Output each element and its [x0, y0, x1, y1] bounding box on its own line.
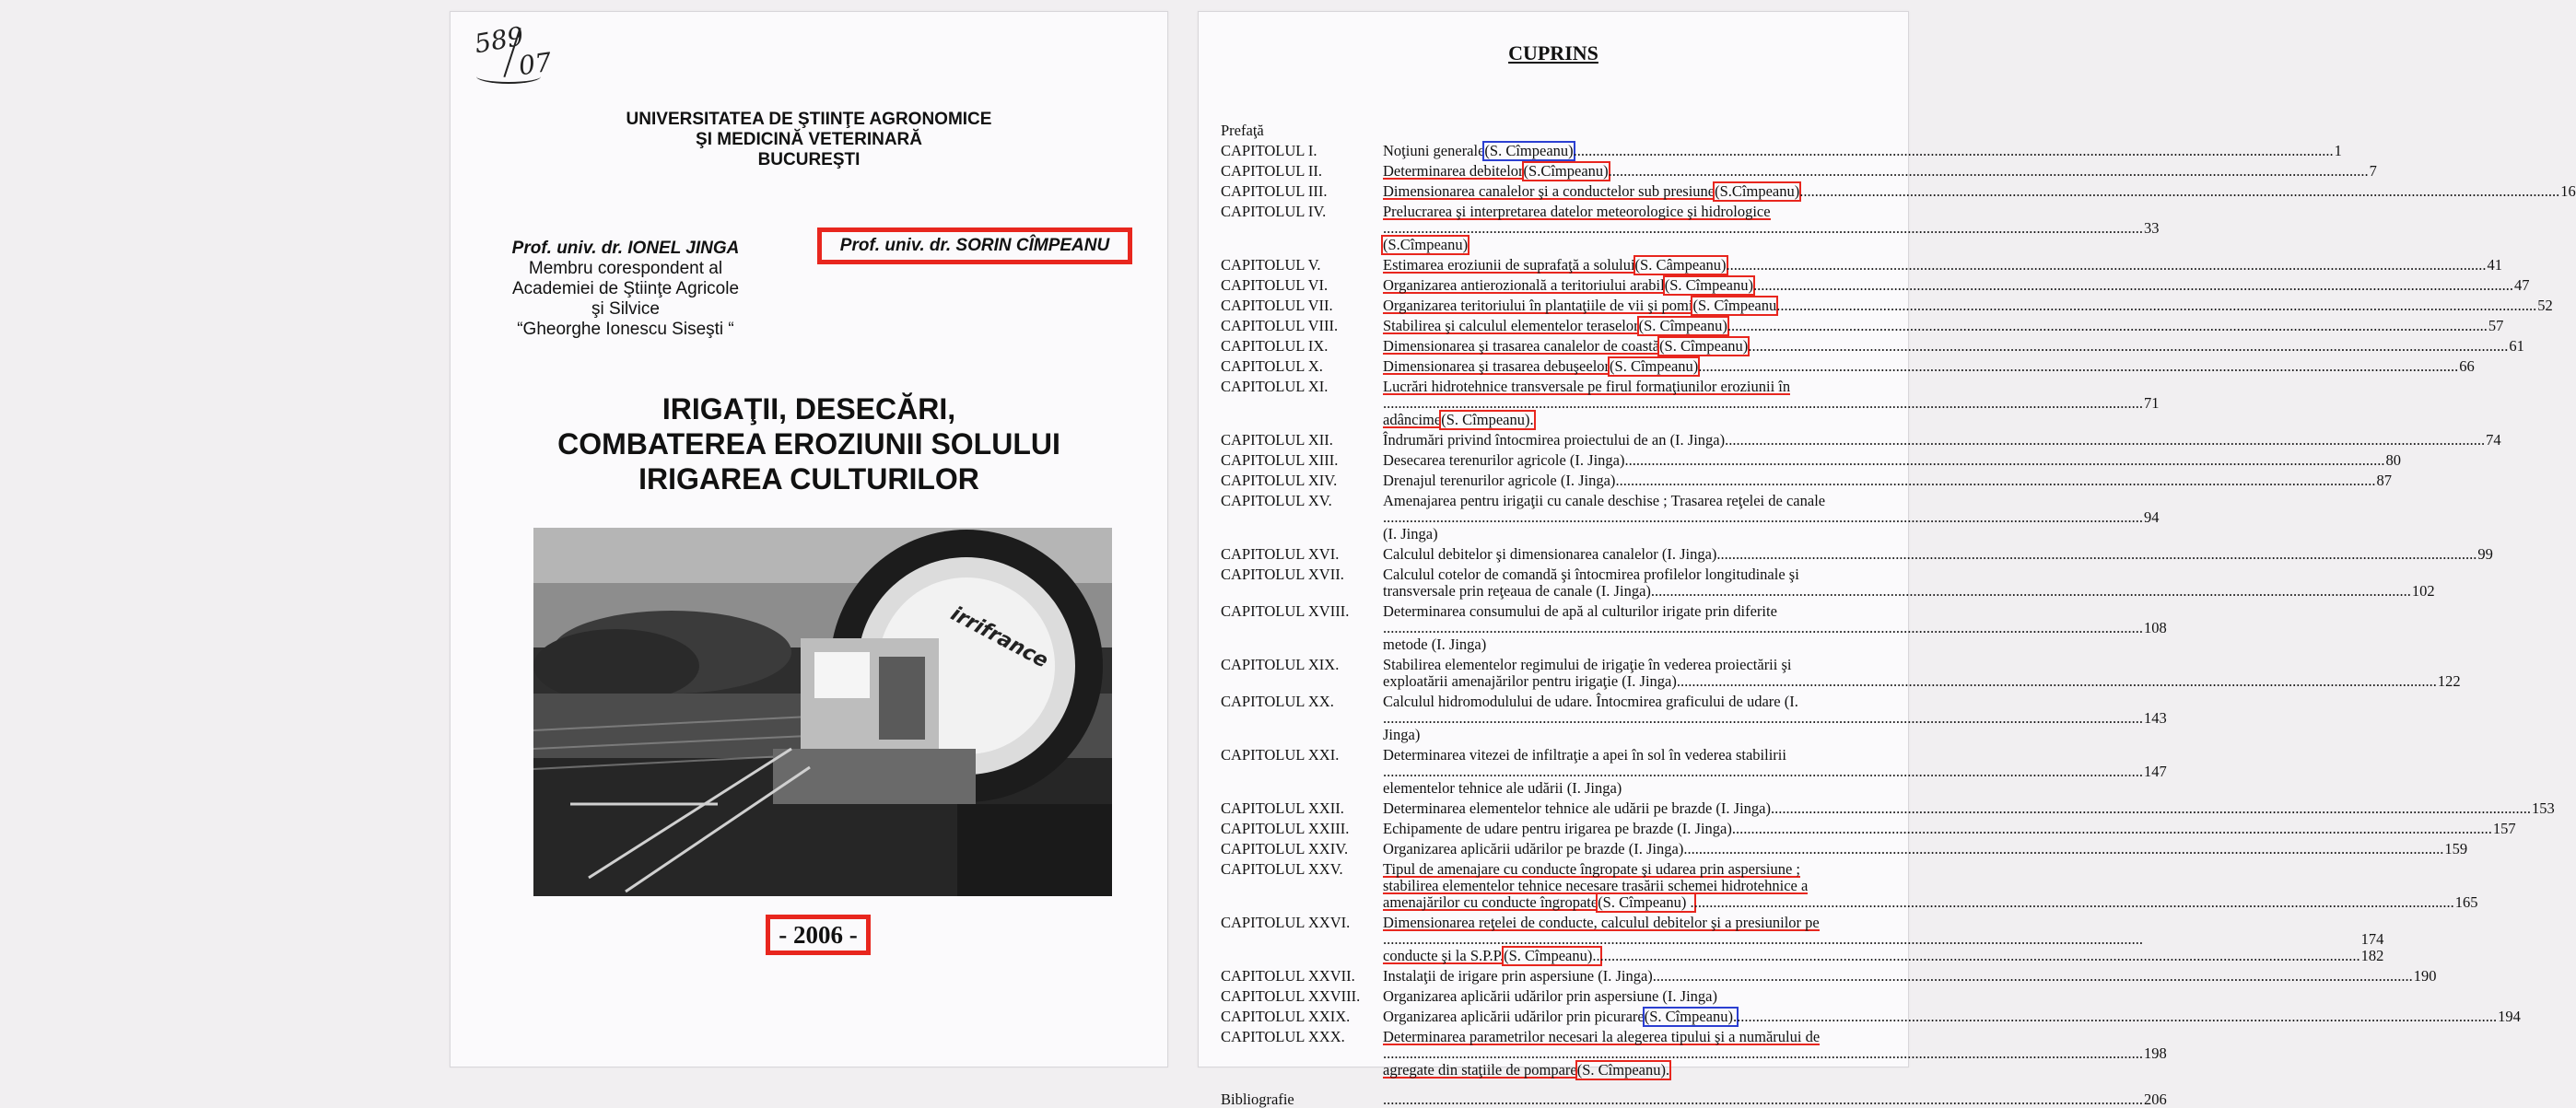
chapter-label: CAPITOLUL IV.	[1221, 203, 1327, 220]
chapter-title-text: metode (I. Jinga)	[1383, 636, 1487, 653]
leader-dots: ........................................................................................................................................................................................................	[1799, 182, 2560, 200]
title-line: COMBATEREA EROZIUNII SOLULUI	[557, 427, 1060, 461]
chapter-title-text: Tipul de amenajare cu conducte îngropate şi udarea prin aspersiune ;	[1383, 860, 1800, 878]
author-tag-red-box: (S. Cîmpeanu	[1692, 297, 1777, 314]
toc-entry	[1221, 162, 2377, 180]
chapter-title-line	[1383, 183, 2576, 200]
chapter-title-text: Instalaţii de irigare prin aspersiune (I. Jinga)	[1383, 967, 1653, 985]
chapter-label: CAPITOLUL III.	[1221, 182, 1328, 200]
chapter-title-line	[1383, 257, 2502, 274]
chapter-title-line	[1383, 878, 2477, 894]
leader-dots: ........................................................................................................................................................................................................	[1383, 763, 2143, 780]
author-tag-red-box: (S. Cîmpeanu)	[1664, 276, 1753, 294]
author-tag-red-box: (S. Cîmpeanu).	[1441, 411, 1534, 428]
chapter-title-line	[1383, 509, 2160, 526]
chapter-title	[1383, 1029, 2167, 1079]
toc-entry	[1221, 820, 2516, 837]
chapter-title-line	[1383, 493, 2160, 509]
author-affiliation-line: şi Silvice	[591, 299, 660, 319]
chapter-label: CAPITOLUL XIV.	[1221, 472, 1338, 489]
page-number: 194	[2498, 1008, 2521, 1025]
chapter-title-text: Jinga)	[1383, 726, 1421, 743]
chapter-title	[1383, 546, 2493, 563]
toc-entry	[1221, 693, 2167, 743]
chapter-title-line	[1383, 412, 2160, 428]
toc-list	[1221, 122, 2576, 1108]
chapter-title-text: Organizarea aplicării udărilor prin picurare	[1383, 1008, 1645, 1025]
chapter-title-text: Stabilirea elementelor regimului de irigaţie în vederea proiectării şi	[1383, 656, 1792, 673]
leader-dots: ........................................................................................................................................................................................................	[1776, 297, 2537, 314]
chapter-label: CAPITOLUL XXIX.	[1221, 1008, 1351, 1025]
toc-entry	[1221, 840, 2468, 857]
chapter-title	[1383, 861, 2477, 911]
chapter-label: CAPITOLUL XXVIII.	[1221, 987, 1361, 1005]
chapter-title	[1383, 204, 2160, 253]
chapter-title-line	[1383, 620, 2167, 636]
chapter-title-text: Noţiuni generale	[1383, 142, 1485, 159]
chapter-title	[1383, 694, 2167, 743]
publication-year-highlighted: - 2006 -	[766, 915, 871, 955]
toc-entry	[1221, 357, 2475, 375]
chapter-title-line	[1383, 432, 2501, 449]
chapter-title-text: Prelucrarea şi interpretarea datelor meteorologice şi hidrologice	[1383, 203, 1771, 220]
chapter-title-line	[1383, 1009, 2521, 1025]
leader-dots: ........................................................................................................................................................................................................	[1624, 451, 2385, 469]
toc-entry	[1221, 492, 2160, 542]
chapter-title-text: Dimensionarea canalelor şi a conductelor sub presiune	[1383, 182, 1715, 200]
page-number: 102	[2411, 582, 2435, 600]
chapter-title	[1383, 968, 2437, 985]
chapter-title	[1383, 821, 2516, 837]
leader-dots: ........................................................................................................................................................................................................	[1731, 820, 2492, 837]
irrigation-machine-photo	[533, 528, 1112, 896]
author-tag-red-box: (S. Cîmpeanu)	[1659, 337, 1749, 355]
chapter-label: CAPITOLUL XXI.	[1221, 746, 1340, 764]
toc-entry	[1221, 602, 2167, 653]
chapter-title-line	[1383, 338, 2524, 355]
chapter-title-line	[1383, 566, 2435, 583]
chapter-title	[1383, 379, 2160, 428]
page-number: 57	[2488, 317, 2504, 334]
chapter-title-line	[1383, 603, 2167, 620]
page-number: 198	[2144, 1044, 2167, 1062]
chapter-title	[1383, 915, 2383, 964]
title-line: IRIGAŢII, DESECĂRI,	[662, 392, 956, 426]
chapter-title-text: Dimensionarea reţelei de conducte, calculul debitelor şi a presiunilor pe	[1383, 914, 1820, 931]
chapter-title-line	[1383, 710, 2167, 727]
chapter-title	[1383, 657, 2461, 690]
title-line: IRIGAREA CULTURILOR	[638, 462, 979, 496]
leader-dots: ........................................................................................................................................................................................................	[1599, 947, 2360, 964]
page-number: 122	[2437, 672, 2461, 690]
bibliography-entry	[1221, 1091, 2167, 1108]
chapter-title-line	[1383, 583, 2435, 600]
table-of-contents-page	[1198, 11, 2576, 1108]
chapter-title	[1383, 183, 2576, 200]
chapter-title-line	[1383, 546, 2493, 563]
chapter-title-line	[1383, 379, 2160, 395]
chapter-title	[1383, 297, 2553, 314]
chapter-label: CAPITOLUL I.	[1221, 142, 1317, 159]
toc-entry	[1221, 142, 2342, 159]
page-number: 153	[2531, 799, 2555, 817]
handwritten-underline	[476, 69, 541, 84]
chapter-title-text: transversale prin reţeaua de canale (I. Jinga)	[1383, 582, 1651, 600]
chapter-title-text: Calculul debitelor şi dimensionarea canalelor (I. Jinga)	[1383, 545, 1717, 563]
chapter-title	[1383, 800, 2555, 817]
toc-entry	[1221, 860, 2478, 911]
chapter-title-text: Dimensionarea şi trasarea canalelor de coastă	[1383, 337, 1660, 355]
chapter-title-text: elementelor tehnice ale udării (I. Jinga)	[1383, 779, 1622, 797]
chapter-title-line	[1383, 948, 2383, 964]
page-number: 165	[2454, 893, 2478, 911]
toc-entry	[1221, 746, 2167, 797]
chapter-title	[1383, 432, 2501, 449]
chapter-label: CAPITOLUL XVII.	[1221, 566, 1344, 583]
chapter-title-line	[1383, 841, 2467, 857]
chapter-label: CAPITOLUL XX.	[1221, 693, 1334, 710]
chapter-title	[1383, 318, 2503, 334]
chapter-title	[1383, 163, 2377, 180]
chapter-title-text: Organizarea aplicării udărilor prin aspersiune (I. Jinga)	[1383, 987, 1717, 1005]
author-tag-red-box: (S. Cîmpeanu)	[1610, 357, 1699, 375]
chapter-title-line	[1383, 1029, 2167, 1045]
chapter-title-text: Stabilirea şi calculul elementelor teraselor	[1383, 317, 1639, 334]
toc-heading	[1199, 41, 1908, 65]
leader-dots: ........................................................................................................................................................................................................	[1752, 276, 2513, 294]
toc-entry	[1221, 337, 2524, 355]
chapter-title-line	[1383, 358, 2475, 375]
leader-dots: ........................................................................................................................................................................................................	[1383, 619, 2143, 636]
leader-dots: ........................................................................................................................................................................................................	[1698, 357, 2459, 375]
toc-entry	[1221, 451, 2401, 469]
university-name	[451, 110, 1167, 170]
chapter-title-line	[1383, 636, 2167, 653]
book-title	[451, 391, 1167, 496]
chapter-label: CAPITOLUL II.	[1221, 162, 1322, 180]
chapter-title	[1383, 1009, 2521, 1025]
handwritten-inventory-number	[471, 20, 572, 87]
author-tag-blue-box: (S. Cîmpeanu)	[1484, 142, 1574, 159]
chapter-title	[1383, 493, 2160, 542]
chapter-label: CAPITOLUL XVI.	[1221, 545, 1340, 563]
chapter-title	[1383, 358, 2475, 375]
toc-entry	[1221, 988, 1875, 1005]
leader-dots: ........................................................................................................................................................................................................	[1650, 582, 2411, 600]
chapter-title-text: (I. Jinga)	[1383, 525, 1438, 542]
page-number: 87	[2376, 472, 2392, 489]
leader-dots: ........................................................................................................................................................................................................	[1573, 142, 2334, 159]
page-number: 33	[2144, 219, 2160, 237]
chapter-title-text: exploatării amenajărilor pentru irigaţie (I. Jinga)	[1383, 672, 1677, 690]
leader-dots: ........................................................................................................................................................................................................	[1716, 545, 2477, 563]
university-line: BUCUREŞTI	[757, 150, 861, 169]
bibliography-label: Bibliografie	[1221, 1091, 1294, 1108]
toc-entry	[1221, 566, 2435, 600]
chapter-title-line	[1383, 472, 2392, 489]
chapter-title-text: Amenajarea pentru irigaţii cu canale deschise ; Trasarea reţelei de canale	[1383, 492, 1826, 509]
chapter-title	[1383, 841, 2467, 857]
chapter-title-line	[1383, 1062, 2167, 1079]
toc-entry	[1221, 297, 2553, 314]
chapter-label: CAPITOLUL XI.	[1221, 378, 1329, 395]
chapter-label: CAPITOLUL XXX.	[1221, 1028, 1345, 1045]
chapter-title-line	[1383, 727, 2167, 743]
handwritten-number-top: 589	[472, 20, 526, 60]
leader-dots: ........................................................................................................................................................................................................	[1608, 162, 2369, 180]
author-affiliation-line: Membru corespondent al	[528, 259, 723, 278]
page-number: 182	[2360, 947, 2384, 964]
leader-dots: ........................................................................................................................................................................................................	[1770, 799, 2531, 817]
chapter-title-line	[1383, 894, 2477, 911]
page-number: 99	[2477, 545, 2493, 563]
page-number: 16	[2560, 182, 2576, 200]
toc-entry	[1221, 545, 2493, 563]
toc-entry	[1221, 317, 2504, 334]
page-number: 41	[2487, 256, 2503, 274]
chapter-label: CAPITOLUL XIX.	[1221, 656, 1340, 673]
chapter-title-text: Determinarea elementelor tehnice ale udării pe brazde (I. Jinga)	[1383, 799, 1771, 817]
chapter-title	[1383, 452, 2401, 469]
chapter-title	[1383, 566, 2435, 600]
chapter-title-text: Determinarea debitelor	[1383, 162, 1524, 180]
chapter-title-line	[1383, 318, 2503, 334]
bibliography-line-wrap	[1383, 1091, 2167, 1108]
chapter-label: CAPITOLUL VII.	[1221, 297, 1333, 314]
leader-dots: ........................................................................................................................................................................................................	[1683, 840, 2444, 857]
page-number: 52	[2537, 297, 2553, 314]
page-number: 66	[2459, 357, 2475, 375]
toc-entry	[1221, 799, 2555, 817]
bibliography-line	[1383, 1091, 2167, 1108]
author-affiliation-line: “Gheorghe Ionescu Siseşti “	[517, 320, 734, 339]
toc-entry	[1221, 656, 2461, 690]
chapter-label: CAPITOLUL XV.	[1221, 492, 1332, 509]
chapter-title	[1383, 257, 2502, 274]
chapter-title-text: stabilirea elementelor tehnice necesare trasării schemei hidrotehnice a	[1383, 877, 1809, 894]
toc-entry	[1221, 182, 2576, 200]
chapter-title-line	[1383, 764, 2167, 780]
page-number: 1	[2334, 142, 2342, 159]
page-number: 80	[2385, 451, 2401, 469]
chapter-title-text: Determinarea vitezei de infiltraţie a apei în sol în vederea stabilirii	[1383, 746, 1786, 764]
leader-dots: ........................................................................................................................................................................................................	[1693, 893, 2454, 911]
chapter-title-line	[1383, 915, 2383, 931]
page-number: 7	[2369, 162, 2377, 180]
page-number: 147	[2144, 763, 2167, 780]
chapter-label: CAPITOLUL XXII.	[1221, 799, 1344, 817]
toc-heading-text: CUPRINS	[1508, 41, 1598, 64]
chapter-label: CAPITOLUL X.	[1221, 357, 1323, 375]
chapter-label: CAPITOLUL XIII.	[1221, 451, 1339, 469]
leader-dots: ........................................................................................................................................................................................................	[1748, 337, 2509, 355]
chapter-title-line	[1383, 821, 2516, 837]
chapter-label: CAPITOLUL VIII.	[1221, 317, 1339, 334]
toc-entry	[1221, 914, 2384, 964]
author-affiliation-line: Academiei de Ştiinţe Agricole	[511, 279, 740, 298]
toc-preface: Prefaţă	[1221, 122, 1264, 139]
chapter-title-line	[1383, 800, 2555, 817]
toc-entry	[1221, 378, 2160, 428]
chapter-title-line	[1383, 143, 2342, 159]
page-number: 71	[2144, 394, 2160, 412]
chapter-title	[1383, 338, 2524, 355]
author-tag-red-box: (S. Câmpeanu)	[1634, 256, 1727, 274]
chapter-title	[1383, 472, 2392, 489]
book-cover-page	[450, 11, 1168, 1067]
leader-dots: ........................................................................................................................................................................................................	[1383, 394, 2143, 412]
chapter-title-line	[1383, 237, 2160, 253]
chapter-title-line	[1383, 220, 2160, 237]
chapter-title-text: Organizarea antierozională a teritoriului arabil	[1383, 276, 1665, 294]
author-tag-red-box: (S. Cîmpeanu).	[1576, 1061, 1670, 1079]
leader-dots: ........................................................................................................................................................................................................	[1615, 472, 2376, 489]
chapter-title-line	[1383, 297, 2553, 314]
photo-brand-text: irrifrance	[946, 602, 1052, 673]
page-number: 159	[2444, 840, 2468, 857]
chapter-title-line	[1383, 747, 2167, 764]
chapter-title	[1383, 747, 2167, 797]
chapter-title-text: Determinarea parametrilor necesari la alegerea tipului şi a numărului de	[1383, 1028, 1821, 1045]
author-cimpeanu-highlighted: Prof. univ. dr. SORIN CÎMPEANU	[817, 227, 1132, 264]
toc-entry	[1221, 1008, 2521, 1025]
chapter-title-text: Drenajul terenurilor agricole (I. Jinga)	[1383, 472, 1616, 489]
chapter-title-text: Dimensionarea şi trasarea debuşeelor	[1383, 357, 1610, 375]
chapter-label: CAPITOLUL XVIII.	[1221, 602, 1350, 620]
leader-dots: ........................................................................................................................................................................................................	[1383, 1044, 2143, 1062]
author-tag-red-box: (S. Cîmpeanu) .	[1598, 893, 1694, 911]
leader-dots: ........................................................................................................................................................................................................	[1725, 431, 2486, 449]
chapter-title-line	[1383, 694, 2167, 710]
toc-entry	[1221, 431, 2501, 449]
page-number: 74	[2486, 431, 2501, 449]
chapter-title-line	[1383, 968, 2437, 985]
chapter-title-text: Calculul cotelor de comandă şi întocmirea profilelor longitudinale şi	[1383, 566, 1799, 583]
leader-dots: ........................................................................................................................................................................................................	[1676, 672, 2437, 690]
chapter-title-line	[1383, 163, 2377, 180]
chapter-label: CAPITOLUL VI.	[1221, 276, 1329, 294]
university-line: UNIVERSITATEA DE ŞTIINŢE AGRONOMICE	[626, 110, 992, 129]
chapter-title	[1383, 143, 2342, 159]
handwritten-number-bottom: 07	[516, 46, 554, 82]
chapter-title-text: Desecarea terenurilor agricole (I. Jinga)	[1383, 451, 1625, 469]
university-line: ŞI MEDICINĂ VETERINARĂ	[696, 130, 922, 149]
photo-illustration	[533, 528, 1112, 896]
chapter-title-line	[1383, 277, 2529, 294]
toc-entry	[1221, 967, 2437, 985]
chapter-title-text: adâncime	[1383, 411, 1442, 428]
toc-entry	[1221, 256, 2503, 274]
leader-dots: ........................................................................................................................................................................................................	[1727, 317, 2488, 334]
leader-dots: ........................................................................................................................................................................................................	[1652, 967, 2413, 985]
leader-dots: ........................................................................................................................................................................................................	[1383, 930, 2143, 948]
chapter-title-line	[1383, 780, 2167, 797]
chapter-title-text: Îndrumări privind întocmirea proiectului de an (I. Jinga)	[1383, 431, 1726, 449]
chapter-title-text: Estimarea eroziunii de suprafaţă a solului	[1383, 256, 1635, 274]
leader-dots: ........................................................................................................................................................................................................	[1383, 709, 2143, 727]
leader-dots: ........................................................................................................................................................................................................	[1737, 1008, 2498, 1025]
chapter-label: CAPITOLUL XXV.	[1221, 860, 1343, 878]
chapter-label: CAPITOLUL XXVI.	[1221, 914, 1351, 931]
author-tag-red-box: (S.Cîmpeanu)	[1383, 236, 1469, 253]
chapter-title-line	[1383, 931, 2383, 948]
page-number: 190	[2413, 967, 2437, 985]
chapter-label: CAPITOLUL XXVII.	[1221, 967, 1355, 985]
chapter-title-text: conducte şi la S.P.P.	[1383, 947, 1505, 964]
page-number: 143	[2144, 709, 2167, 727]
chapter-title-text: Calculul hidromodulului de udare. Întocmirea graficului de udare (I.	[1383, 693, 1798, 710]
chapter-label: CAPITOLUL V.	[1221, 256, 1321, 274]
chapter-title	[1383, 988, 1875, 1005]
toc-entry	[1221, 203, 2160, 253]
page-number: 174	[2360, 930, 2384, 948]
chapter-title-text: Lucrări hidrotehnice transversale pe firul formaţiunilor eroziunii în	[1383, 378, 1791, 395]
chapter-label: CAPITOLUL IX.	[1221, 337, 1329, 355]
chapter-title-line	[1383, 526, 2160, 542]
author-tag-red-box: (S. Cîmpeanu)	[1638, 317, 1727, 334]
author-tag-red-box: (S.Cîmpeanu)	[1523, 162, 1609, 180]
page-number: 61	[2509, 337, 2524, 355]
leader-dots: ........................................................................................................................................................................................................	[1383, 219, 2143, 237]
chapter-title-text: agregate din staţiile de pompare	[1383, 1061, 1577, 1079]
chapter-title	[1383, 603, 2167, 653]
page-number: 206	[2144, 1091, 2167, 1108]
author-jinga	[487, 239, 764, 340]
author-name: Prof. univ. dr. IONEL JINGA	[511, 239, 740, 258]
author-tag-red-box: (S.Cîmpeanu)	[1715, 182, 1800, 200]
chapter-title-line	[1383, 1045, 2167, 1062]
chapter-title-line	[1383, 395, 2160, 412]
page-number: 94	[2144, 508, 2160, 526]
chapter-title-line	[1383, 988, 1875, 1005]
leader-dots: ........................................................................................................................................................................................................	[1383, 508, 2143, 526]
toc-entry	[1221, 276, 2530, 294]
chapter-title-line	[1383, 452, 2401, 469]
chapter-label: CAPITOLUL XXIII.	[1221, 820, 1350, 837]
chapter-title-line	[1383, 673, 2461, 690]
chapter-title-text: Determinarea consumului de apă al culturilor irigate prin diferite	[1383, 602, 1777, 620]
chapter-title-text: Organizarea teritoriului în plantaţiile de vii şi pomi	[1383, 297, 1693, 314]
chapter-title-text: Organizarea aplicării udărilor pe brazde (I. Jinga)	[1383, 840, 1684, 857]
page-number: 47	[2513, 276, 2530, 294]
leader-dots: ........................................................................................................................................................................................................	[1383, 1091, 2143, 1108]
chapter-title-line	[1383, 861, 2477, 878]
author-tag-blue-box: (S. Cîmpeanu).	[1644, 1008, 1738, 1025]
toc-entry	[1221, 1028, 2167, 1079]
author-tag-red-box: (S. Cîmpeanu)..	[1504, 947, 1600, 964]
page-number: 108	[2144, 619, 2167, 636]
chapter-title-text: amenajărilor cu conducte îngropate	[1383, 893, 1598, 911]
chapter-title-line	[1383, 657, 2461, 673]
leader-dots: ........................................................................................................................................................................................................	[1726, 256, 2487, 274]
toc-entry	[1221, 472, 2392, 489]
chapter-label: CAPITOLUL XXIV.	[1221, 840, 1349, 857]
chapter-label: CAPITOLUL XII.	[1221, 431, 1333, 449]
page-number: 157	[2492, 820, 2516, 837]
chapter-title-line	[1383, 204, 2160, 220]
chapter-title	[1383, 277, 2529, 294]
chapter-title-text: Echipamente de udare pentru irigarea pe brazde (I. Jinga)	[1383, 820, 1732, 837]
